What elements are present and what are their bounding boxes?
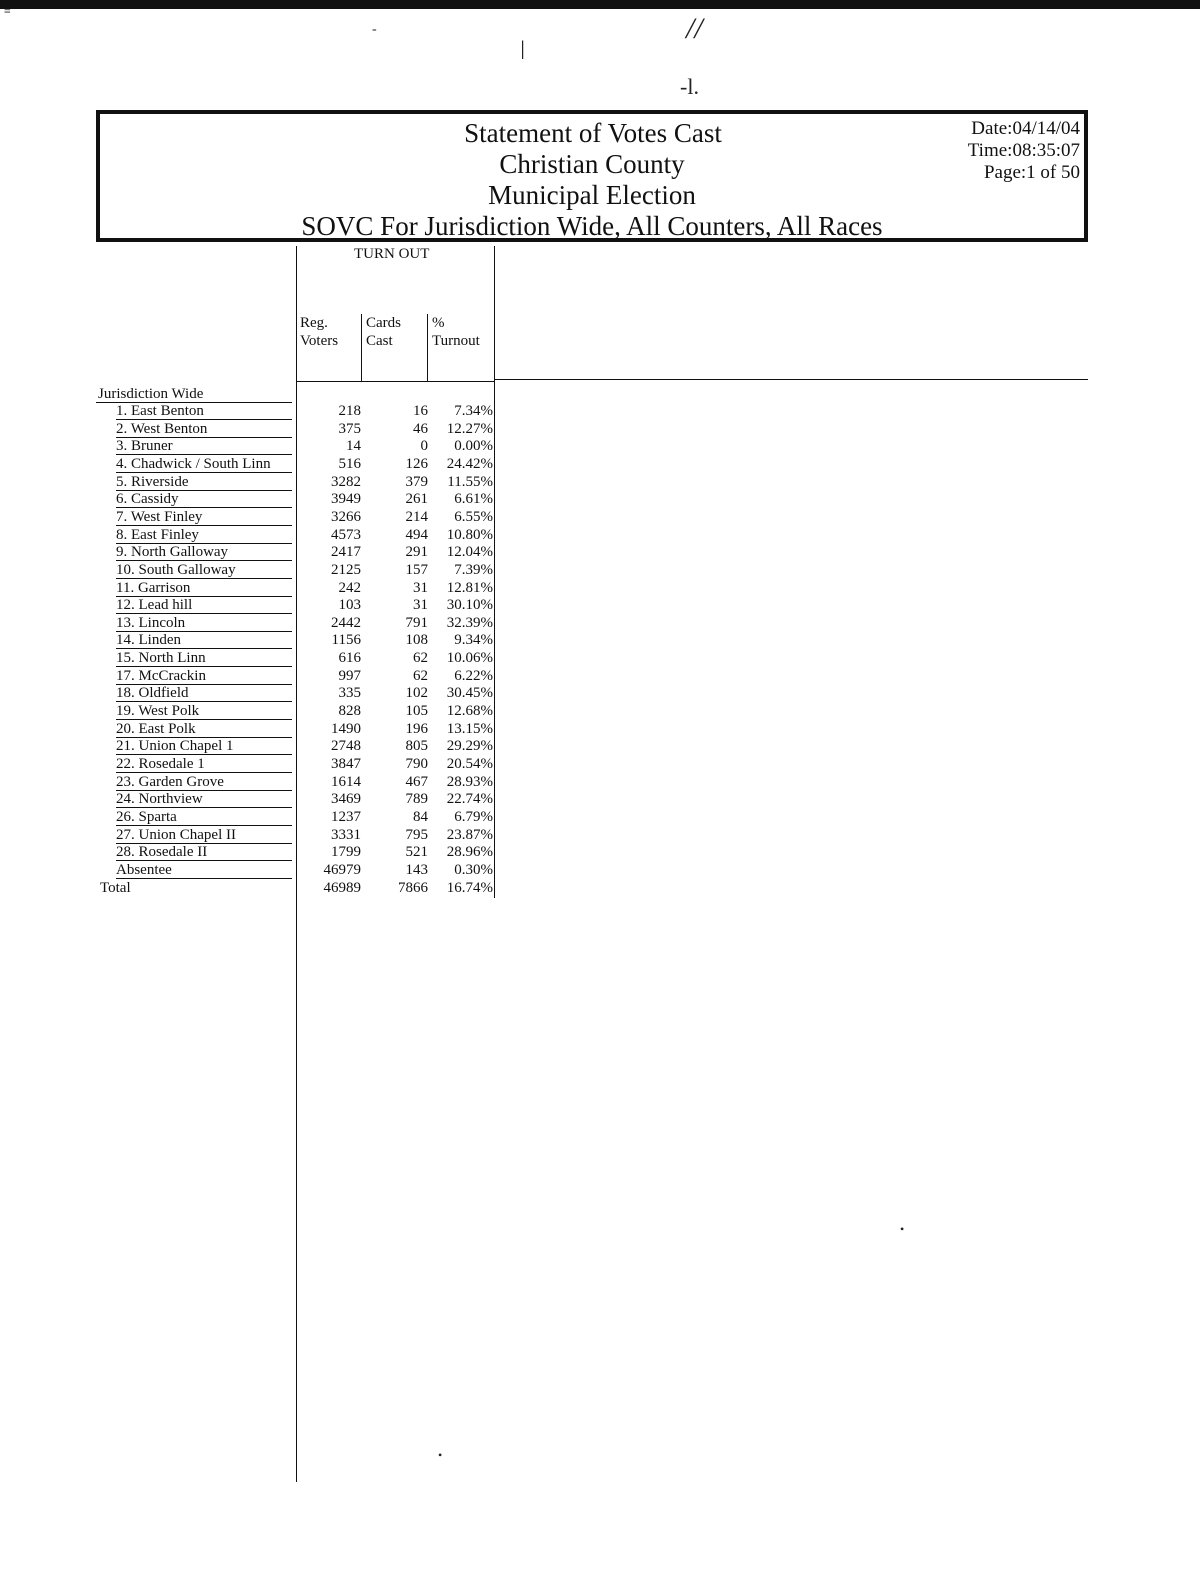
reg-voters-cell: 375 [338,420,361,437]
reg-voters-cell: 1490 [331,720,361,737]
reg-voters-cell: 242 [338,579,361,596]
cards-cast-cell: 7866 [398,879,428,896]
precinct-name: 1. East Benton [116,403,292,420]
cards-cast-cell: 62 [413,650,428,667]
table-row [96,491,496,509]
precinct-name: 17. McCrackin [116,668,292,685]
title-line-4: SOVC For Jurisdiction Wide, All Counters, All Races [301,211,883,241]
cards-cast-cell: 105 [405,703,428,720]
reg-voters-cell: 1799 [331,844,361,861]
table-row [96,668,496,686]
precinct-name: 5. Riverside [116,474,292,491]
precinct-name: 12. Lead hill [116,597,292,614]
cards-cast-cell: 379 [405,473,428,490]
col-reg-voters-line1: Reg. [300,315,328,331]
col-pct-turnout [432,314,480,350]
precinct-name: 6. Cassidy [116,491,292,508]
precinct-name: 19. West Polk [116,703,292,720]
cards-cast-cell: 789 [405,791,428,808]
report-date: Date:04/14/04 [971,118,1080,139]
scan-mark-tick-3: -l. [680,74,699,99]
turnout-pct-cell: 30.10% [446,597,493,614]
cards-cast-cell: 62 [413,667,428,684]
scan-mark-tick-2: // [686,12,703,45]
turnout-pct-cell: 9.34% [454,632,493,649]
table-row [96,456,496,474]
reg-voters-cell: 516 [338,455,361,472]
precinct-name: 7. West Finley [116,509,292,526]
reg-voters-cell: 3469 [331,791,361,808]
reg-voters-cell: 335 [338,685,361,702]
rule-col-divider-1 [361,314,362,382]
table-row [96,509,496,527]
turnout-pct-cell: 28.96% [446,844,493,861]
turnout-pct-cell: 0.30% [454,861,493,878]
turnout-pct-cell: 32.39% [446,614,493,631]
turnout-pct-cell: 23.87% [446,826,493,843]
table-row [96,791,496,809]
turnout-pct-cell: 12.68% [446,703,493,720]
col-cards-cast-line2: Cast [366,333,393,349]
cards-cast-cell: 31 [413,597,428,614]
turnout-group-label: TURN OUT [354,246,430,262]
reg-voters-cell: 4573 [331,526,361,543]
title-line-1: Statement of Votes Cast [464,118,722,148]
precinct-name: 10. South Galloway [116,562,292,579]
cards-cast-cell: 467 [405,773,428,790]
turnout-pct-cell: 13.15% [446,720,493,737]
report-header [96,110,1088,242]
turnout-pct-cell: 11.55% [447,473,493,490]
table-row [96,756,496,774]
cards-cast-cell: 291 [405,544,428,561]
cards-cast-cell: 0 [420,438,428,455]
precinct-name: 18. Oldfield [116,685,292,702]
scan-mark-left: ≡ [4,4,11,18]
report-time: Time:08:35:07 [967,140,1080,161]
reg-voters-cell: 2125 [331,561,361,578]
title-line-2: Christian County [499,149,685,179]
precinct-name: 4. Chadwick / South Linn [116,456,292,473]
table-row [96,474,496,492]
scan-mark-dash: - [372,22,377,37]
table-row [96,685,496,703]
turnout-pct-cell: 12.04% [446,544,493,561]
reg-voters-cell: 3266 [331,508,361,525]
turnout-pct-cell: 7.39% [454,561,493,578]
turnout-pct-cell: 16.74% [446,879,493,896]
precinct-name: 13. Lincoln [116,615,292,632]
turnout-pct-cell: 20.54% [446,756,493,772]
reg-voters-cell: 3282 [331,473,361,490]
turnout-pct-cell: 10.06% [446,650,493,667]
report-page: Page:1 of 50 [983,162,1080,183]
table-row [96,738,496,756]
cards-cast-cell: 143 [405,861,428,878]
turnout-pct-cell: 0.00% [454,438,493,455]
turnout-pct-cell: 7.34% [454,403,493,419]
col-reg-voters-line2: Voters [300,333,339,349]
precinct-name: 9. North Galloway [116,544,292,561]
table-row [96,703,496,721]
turnout-pct-cell: 12.81% [446,579,493,596]
table-row [96,844,496,862]
table-row [96,438,496,456]
precinct-name: 26. Sparta [116,809,292,826]
cards-cast-cell: 108 [405,632,428,649]
cards-cast-cell: 16 [413,403,428,419]
cards-cast-cell: 126 [405,455,428,472]
turnout-pct-cell: 22.74% [446,791,493,808]
scan-top-border [0,0,1200,9]
reg-voters-cell: 46989 [323,879,361,896]
reg-voters-cell: 218 [338,403,361,419]
table-row [96,421,496,439]
reg-voters-cell: 3331 [331,826,361,843]
turnout-pct-cell: 6.55% [454,508,493,525]
cards-cast-cell: 791 [405,614,428,631]
reg-voters-cell: 46979 [323,861,361,878]
cards-cast-cell: 46 [413,420,428,437]
total-label: Total [100,879,131,896]
total-row [96,880,496,898]
cards-cast-cell: 157 [405,561,428,578]
table-row [96,827,496,845]
scan-speck-2: • [438,1448,443,1462]
table-row [96,615,496,633]
table-row [96,527,496,545]
report-meta [968,118,1080,184]
table-row [96,562,496,580]
reg-voters-cell: 828 [338,703,361,720]
col-pct-turnout-line2: Turnout [432,333,480,349]
turnout-pct-cell: 30.45% [446,685,493,702]
precinct-name: 24. Northview [116,791,292,808]
precinct-name: 11. Garrison [116,580,292,597]
report-title [100,118,1084,242]
reg-voters-cell: 14 [346,438,361,455]
turnout-pct-cell: 12.27% [446,420,493,437]
turnout-pct-cell: 24.42% [446,455,493,472]
reg-voters-cell: 997 [338,667,361,684]
cards-cast-cell: 521 [405,844,428,861]
cards-cast-cell: 261 [405,491,428,508]
col-reg-voters [300,314,338,350]
precinct-name: 14. Linden [116,632,292,649]
reg-voters-cell: 2748 [331,738,361,755]
precinct-name: Absentee [116,862,292,879]
reg-voters-cell: 3847 [331,756,361,772]
precinct-name: 21. Union Chapel 1 [116,738,292,755]
scan-mark-tick-1: ǀ [520,36,526,65]
precinct-name: 15. North Linn [116,650,292,667]
table-row [96,650,496,668]
table-row [96,632,496,650]
reg-voters-cell: 1156 [331,632,361,649]
cards-cast-cell: 196 [405,720,428,737]
table-row [96,580,496,598]
col-cards-cast [366,314,401,350]
cards-cast-cell: 214 [405,508,428,525]
col-pct-turnout-line1: % [432,315,445,331]
precinct-name: 22. Rosedale 1 [116,756,292,773]
reg-voters-cell: 2417 [331,544,361,561]
cards-cast-cell: 84 [413,808,428,825]
turnout-pct-cell: 6.79% [454,808,493,825]
rule-col-divider-2 [427,314,428,382]
reg-voters-cell: 3949 [331,491,361,508]
table-row [96,721,496,739]
table-row [96,774,496,792]
reg-voters-cell: 616 [338,650,361,667]
table-row [96,862,496,880]
precinct-name: 8. East Finley [116,527,292,544]
section-heading: Jurisdiction Wide [98,386,204,402]
rule-header-extension [494,379,1088,380]
reg-voters-cell: 1614 [331,773,361,790]
precinct-name: 20. East Polk [116,721,292,738]
precinct-name: 3. Bruner [116,438,292,455]
table-row [96,809,496,827]
precinct-name: 23. Garden Grove [116,774,292,791]
turnout-pct-cell: 6.61% [454,491,493,508]
table-row [96,544,496,562]
cards-cast-cell: 790 [405,756,428,772]
cards-cast-cell: 805 [405,738,428,755]
scan-speck-1: • [900,1222,905,1236]
precinct-name: 2. West Benton [116,421,292,438]
reg-voters-cell: 2442 [331,614,361,631]
col-cards-cast-line1: Cards [366,315,401,331]
reg-voters-cell: 1237 [331,808,361,825]
cards-cast-cell: 795 [405,826,428,843]
turnout-pct-cell: 6.22% [454,667,493,684]
table-row [96,403,496,421]
table-row [96,597,496,615]
title-line-3: Municipal Election [488,180,696,210]
reg-voters-cell: 103 [338,597,361,614]
cards-cast-cell: 31 [413,579,428,596]
turnout-pct-cell: 28.93% [446,773,493,790]
turnout-pct-cell: 10.80% [446,526,493,543]
rule-header-bottom [296,381,495,382]
cards-cast-cell: 102 [405,685,428,702]
turnout-pct-cell: 29.29% [446,738,493,755]
precinct-name: 27. Union Chapel II [116,827,292,844]
precinct-name: 28. Rosedale II [116,844,292,861]
cards-cast-cell: 494 [405,526,428,543]
